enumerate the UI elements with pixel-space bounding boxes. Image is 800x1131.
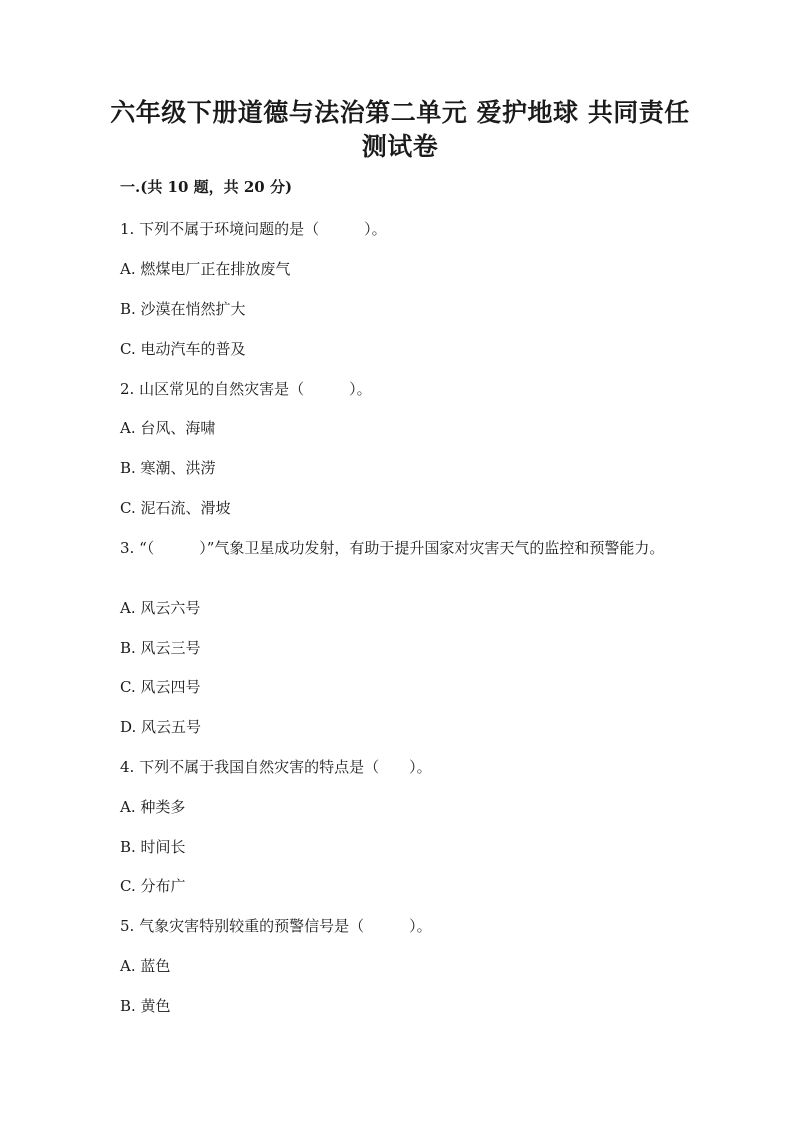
- question-2-stem: 2. 山区常见的自然灾害是（ ）。: [120, 380, 372, 398]
- question-5-option-b: B. 黄色: [120, 997, 171, 1015]
- question-5-option-a: A. 蓝色: [120, 957, 171, 975]
- question-3-option-b: B. 风云三号: [120, 639, 201, 657]
- question-1-option-a: A. 燃煤电厂正在排放废气: [120, 260, 291, 278]
- section-header: 一.(共 10 题，共 20 分): [120, 178, 293, 196]
- question-4-option-a: A. 种类多: [120, 798, 186, 816]
- question-3-option-d: D. 风云五号: [120, 718, 202, 736]
- question-5-stem: 5. 气象灾害特别较重的预警信号是（ ）。: [120, 917, 432, 935]
- question-1-option-c: C. 电动汽车的普及: [120, 340, 246, 358]
- question-3-stem: 3. “（ ）”气象卫星成功发射，有助于提升国家对灾害天气的监控和预警能力。: [120, 539, 665, 557]
- question-2-option-a: A. 台风、海啸: [120, 419, 216, 437]
- question-3-option-a: A. 风云六号: [120, 599, 201, 617]
- question-2-option-c: C. 泥石流、滑坡: [120, 499, 231, 517]
- question-1-stem: 1. 下列不属于环境问题的是（ ）。: [120, 220, 387, 238]
- question-4-option-b: B. 时间长: [120, 838, 186, 856]
- question-4-stem: 4. 下列不属于我国自然灾害的特点是（ ）。: [120, 758, 432, 776]
- question-3-option-c: C. 风云四号: [120, 678, 201, 696]
- question-4-option-c: C. 分布广: [120, 877, 186, 895]
- paper-title: 六年级下册道德与法治第二单元 爱护地球 共同责任 测试卷: [110, 98, 690, 161]
- question-1-option-b: B. 沙漠在悄然扩大: [120, 300, 246, 318]
- question-2-option-b: B. 寒潮、洪涝: [120, 459, 216, 477]
